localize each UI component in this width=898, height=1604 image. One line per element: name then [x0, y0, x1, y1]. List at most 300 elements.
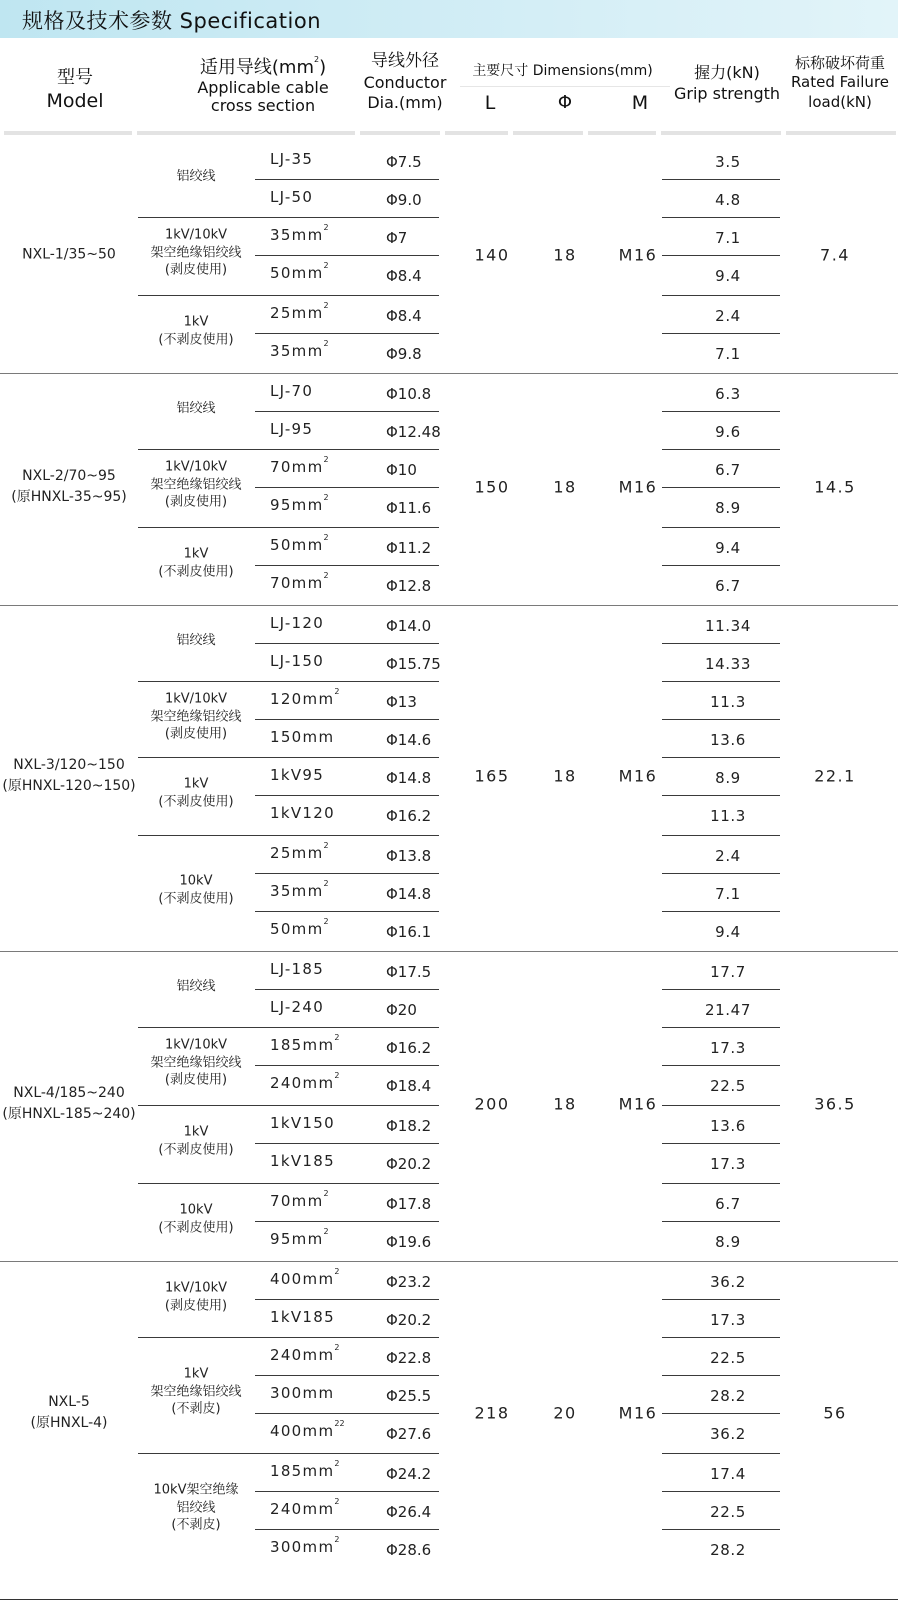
conductor-diameter: Φ12.8: [386, 577, 432, 595]
superscript-2: 2: [334, 1033, 340, 1042]
grip-strength: 9.6: [715, 423, 741, 441]
conductor-diameter: Φ19.6: [386, 1233, 432, 1251]
grip-divider: [662, 1413, 780, 1414]
dimension-phi: 18: [553, 766, 577, 786]
header-cable-en1: Applicable cable: [197, 77, 329, 97]
model-name: [2, 1083, 135, 1125]
conductor-spec-text: 35mm: [270, 342, 324, 360]
grip-strength: 6.7: [715, 577, 741, 595]
conductor-diameter: Φ10: [386, 461, 417, 479]
conductor-spec-text: 70mm: [270, 574, 324, 592]
row-divider: [255, 643, 439, 644]
conductor-type-line: (不剥皮使用): [158, 891, 234, 906]
grip-divider: [662, 1299, 780, 1300]
dimension-phi: 18: [553, 477, 577, 497]
rated-failure-load: 56: [823, 1403, 847, 1423]
conductor-diameter: Φ14.6: [386, 731, 432, 749]
conductor-spec: [270, 687, 340, 708]
conductor-spec: [270, 188, 313, 206]
conductor-diameter: Φ12.48: [386, 423, 441, 441]
conductor-diameter: Φ14.0: [386, 617, 432, 635]
grip-strength: 9.4: [715, 923, 741, 941]
model-name-line: (原HNXL-185~240): [2, 1106, 136, 1122]
superscript-2: 2: [334, 1267, 340, 1276]
conductor-type-line: 10kV: [179, 1202, 213, 1218]
superscript-2: 2: [323, 841, 329, 850]
header-underline: [4, 131, 132, 135]
section-separator: [0, 373, 898, 374]
conductor-type-line: (不剥皮使用): [158, 794, 234, 809]
row-divider: [138, 1027, 439, 1028]
conductor-spec: [270, 652, 324, 670]
superscript-2: 2: [323, 301, 329, 310]
conductor-type-line: (剥皮使用): [164, 1072, 228, 1088]
conductor-type-label: [158, 1201, 233, 1236]
conductor-diameter: Φ14.8: [386, 885, 432, 903]
conductor-type-line: (剥皮使用): [164, 726, 228, 742]
conductor-spec-text: 400mm: [270, 1270, 335, 1288]
dimension-phi: 18: [553, 1094, 577, 1114]
conductor-spec: [270, 150, 313, 168]
dimension-M: M16: [618, 1403, 658, 1423]
row-divider: [255, 989, 439, 990]
grip-divider: [662, 757, 780, 758]
conductor-spec-text: 1kV185: [270, 1152, 335, 1170]
grip-strength: 28.2: [710, 1541, 746, 1559]
grip-strength: 6.7: [715, 1195, 741, 1213]
grip-divider: [662, 411, 780, 412]
grip-strength: 6.7: [715, 461, 741, 479]
conductor-diameter: Φ9.8: [386, 345, 422, 363]
conductor-diameter: Φ16.2: [386, 1039, 432, 1057]
header-underline: [445, 131, 508, 135]
conductor-spec-text: 300mm: [270, 1538, 335, 1556]
row-divider: [255, 565, 439, 566]
header-cable-sup: 2: [313, 55, 320, 64]
conductor-spec: [270, 728, 334, 746]
conductor-spec-text: 300mm: [270, 1384, 335, 1402]
section-separator: [0, 1261, 898, 1262]
row-divider: [255, 179, 439, 180]
row-divider: [255, 1221, 439, 1222]
grip-strength: 11.3: [710, 807, 746, 825]
row-divider: [138, 1105, 439, 1106]
conductor-type-line: 1kV/10kV: [164, 691, 228, 707]
model-name-line: NXL-3/120~150: [13, 757, 125, 773]
grip-strength: 11.3: [710, 693, 746, 711]
row-divider: [138, 1453, 439, 1454]
grip-divider: [662, 217, 780, 218]
grip-strength: 7.1: [715, 229, 741, 247]
conductor-spec: [270, 493, 329, 514]
dimension-M: M16: [618, 477, 658, 497]
row-divider: [255, 1375, 439, 1376]
dimension-L: 140: [474, 245, 510, 265]
grip-divider: [662, 911, 780, 912]
superscript-2: 2: [323, 533, 329, 542]
grip-strength: 2.4: [715, 307, 741, 325]
conductor-type-line: (不剥皮): [171, 1401, 221, 1417]
header-failure-cn: 标称破坏荷重: [794, 54, 885, 72]
header-dia-en2: Dia.(mm): [367, 92, 443, 112]
conductor-diameter: Φ10.8: [386, 385, 432, 403]
conductor-type-line: (不剥皮使用): [158, 564, 234, 579]
header-L: L: [484, 92, 496, 114]
conductor-type-line: 1kV/10kV: [164, 1280, 228, 1296]
dimension-M: M16: [618, 766, 658, 786]
conductor-type-label: [150, 1037, 241, 1090]
model-name-line: NXL-4/185~240: [13, 1085, 125, 1101]
row-divider: [138, 681, 439, 682]
superscript-2: 2: [323, 917, 329, 926]
model-name: [2, 755, 135, 797]
conductor-type-line: 架空绝缘铝绞线: [150, 1384, 242, 1400]
conductor-diameter: Φ22.8: [386, 1349, 432, 1367]
superscript-2: 2: [323, 223, 329, 232]
grip-divider: [662, 1143, 780, 1144]
conductor-spec-text: 50mm: [270, 536, 324, 554]
superscript-2: 2: [323, 1227, 329, 1236]
header-cable-cn-text: 适用导线(mm: [199, 57, 314, 78]
conductor-spec: [270, 960, 324, 978]
grip-strength: 8.9: [715, 769, 741, 787]
conductor-type-line: 架空绝缘铝绞线: [150, 1055, 242, 1071]
superscript-2: 2: [323, 879, 329, 888]
conductor-diameter: Φ18.2: [386, 1117, 432, 1135]
row-divider: [255, 255, 439, 256]
conductor-spec-text: LJ-240: [270, 998, 325, 1016]
conductor-type-label: [176, 168, 215, 186]
conductor-type-line: 10kV: [179, 873, 213, 889]
conductor-diameter: Φ16.2: [386, 807, 432, 825]
grip-strength: 36.2: [710, 1425, 746, 1443]
conductor-type-line: (不剥皮使用): [158, 1142, 234, 1157]
conductor-type-line: (剥皮使用): [164, 494, 228, 510]
conductor-diameter: Φ7: [386, 229, 408, 247]
header-cable-cn-end: ): [319, 57, 327, 78]
conductor-spec-text: 1kV95: [270, 766, 325, 784]
conductor-spec: [270, 382, 313, 400]
conductor-spec: [270, 420, 313, 438]
header-failure-en2: load(kN): [808, 92, 872, 111]
row-divider: [138, 757, 439, 758]
grip-strength: 7.1: [715, 885, 741, 903]
grip-strength: 13.6: [710, 731, 746, 749]
row-divider: [138, 527, 439, 528]
superscript-2: 2: [323, 493, 329, 502]
conductor-diameter: Φ18.4: [386, 1077, 432, 1095]
conductor-type-line: (不剥皮): [171, 1517, 221, 1533]
conductor-diameter: Φ13.8: [386, 847, 432, 865]
row-divider: [138, 449, 439, 450]
conductor-spec: [270, 1071, 340, 1092]
conductor-spec: [270, 1384, 334, 1402]
row-divider: [255, 411, 439, 412]
row-divider: [138, 1183, 439, 1184]
header-underline: [513, 131, 583, 135]
conductor-spec-text: LJ-70: [270, 382, 314, 400]
grip-divider: [662, 795, 780, 796]
grip-divider: [662, 681, 780, 682]
model-name: [30, 1392, 107, 1434]
conductor-type-label: [158, 872, 233, 907]
grip-divider: [662, 1529, 780, 1530]
grip-strength: 4.8: [715, 191, 741, 209]
grip-divider: [662, 1221, 780, 1222]
conductor-spec-text: 25mm: [270, 304, 324, 322]
conductor-spec-text: 35mm: [270, 882, 324, 900]
conductor-diameter: Φ28.6: [386, 1541, 432, 1559]
conductor-spec-text: 150mm: [270, 728, 335, 746]
dimension-phi: 20: [553, 1403, 577, 1423]
conductor-type-line: 1kV: [183, 1124, 209, 1140]
dimension-L: 200: [474, 1094, 510, 1114]
conductor-diameter: Φ9.0: [386, 191, 422, 209]
conductor-spec-text: 120mm: [270, 690, 335, 708]
conductor-type-label: [154, 1482, 239, 1535]
conductor-type-label: [165, 1279, 227, 1314]
grip-strength: 22.5: [710, 1077, 746, 1095]
conductor-type-line: 架空绝缘铝绞线: [150, 477, 242, 493]
superscript-2: 2: [323, 261, 329, 270]
grip-divider: [662, 1491, 780, 1492]
conductor-spec-text: 1kV185: [270, 1308, 335, 1326]
conductor-type-line: (不剥皮使用): [158, 1220, 234, 1235]
conductor-spec-text: 185mm: [270, 1462, 335, 1480]
conductor-spec-text: 1kV120: [270, 804, 335, 822]
model-name-line: (原HNXL-35~95): [11, 489, 127, 505]
header-underline: [137, 131, 355, 135]
conductor-spec: [270, 1267, 340, 1288]
conductor-type-label: [176, 400, 215, 418]
conductor-diameter: Φ13: [386, 693, 417, 711]
conductor-spec-text: 95mm: [270, 1230, 324, 1248]
grip-strength: 2.4: [715, 847, 741, 865]
grip-divider: [662, 643, 780, 644]
grip-divider: [662, 1375, 780, 1376]
conductor-spec: [270, 339, 329, 360]
header-grip: [672, 64, 782, 104]
page-title: 规格及技术参数 Specification: [22, 9, 322, 33]
grip-strength: 11.34: [705, 617, 751, 635]
conductor-spec: [270, 1189, 329, 1210]
conductor-spec: [270, 533, 329, 554]
grip-divider: [662, 989, 780, 990]
conductor-diameter: Φ8.4: [386, 267, 422, 285]
conductor-spec: [270, 804, 335, 822]
grip-divider: [662, 295, 780, 296]
conductor-diameter: Φ17.8: [386, 1195, 432, 1213]
conductor-spec-text: LJ-120: [270, 614, 325, 632]
conductor-type-line: 1kV/10kV: [164, 459, 228, 475]
conductor-spec: [270, 1497, 340, 1518]
model-name: [22, 245, 116, 266]
conductor-spec-text: 70mm: [270, 458, 324, 476]
conductor-spec: [270, 261, 329, 282]
conductor-diameter: Φ23.2: [386, 1273, 432, 1291]
header-dimensions-rule: [460, 86, 670, 87]
conductor-spec: [270, 1033, 340, 1054]
row-divider: [255, 487, 439, 488]
conductor-type-label: [158, 775, 233, 810]
conductor-diameter: Φ26.4: [386, 1503, 432, 1521]
header-cable-cn: [178, 55, 348, 79]
dimension-phi: 18: [553, 245, 577, 265]
conductor-spec: [270, 1419, 345, 1440]
conductor-type-line: 铝绞线: [176, 401, 216, 417]
conductor-type-line: (剥皮使用): [164, 262, 228, 278]
conductor-type-label: [158, 545, 233, 580]
grip-strength: 21.47: [705, 1001, 751, 1019]
conductor-spec-text: 70mm: [270, 1192, 324, 1210]
dimension-M: M16: [618, 1094, 658, 1114]
superscript-2: 2: [334, 1497, 340, 1506]
row-divider: [255, 1299, 439, 1300]
grip-strength: 17.3: [710, 1311, 746, 1329]
grip-divider: [662, 487, 780, 488]
grip-strength: 8.9: [715, 499, 741, 517]
conductor-spec: [270, 766, 324, 784]
conductor-type-label: [150, 691, 241, 744]
header-underline: [360, 131, 440, 135]
conductor-diameter: Φ15.75: [386, 655, 441, 673]
conductor-spec: [270, 455, 329, 476]
conductor-type-line: 架空绝缘铝绞线: [150, 245, 242, 261]
conductor-diameter: Φ16.1: [386, 923, 432, 941]
conductor-type-line: 铝绞线: [176, 633, 216, 649]
table-bottom-border: [0, 1599, 898, 1600]
header-grip-en: Grip strength: [673, 84, 781, 104]
conductor-spec: [270, 614, 324, 632]
conductor-spec-text: 35mm: [270, 226, 324, 244]
superscript-2: 2: [334, 1459, 340, 1468]
grip-divider: [662, 527, 780, 528]
grip-divider: [662, 873, 780, 874]
model-name-line: NXL-1/35~50: [22, 246, 116, 263]
header-failure-en1: Rated Failure: [790, 73, 890, 92]
grip-divider: [662, 1453, 780, 1454]
header-underline: [786, 131, 896, 135]
conductor-spec: [270, 1343, 340, 1364]
dimension-L: 165: [474, 766, 510, 786]
row-divider: [255, 1413, 439, 1414]
grip-divider: [662, 1337, 780, 1338]
grip-strength: 17.7: [710, 963, 746, 981]
conductor-diameter: Φ24.2: [386, 1465, 432, 1483]
grip-divider: [662, 1105, 780, 1106]
conductor-type-line: 铝绞线: [176, 169, 216, 185]
conductor-diameter: Φ11.6: [386, 499, 432, 517]
model-name-line: (原HNXL-4): [30, 1415, 108, 1431]
grip-strength: 14.33: [705, 655, 751, 673]
conductor-spec: [270, 1152, 335, 1170]
grip-strength: 17.3: [710, 1155, 746, 1173]
conductor-spec: [270, 1535, 340, 1556]
conductor-spec: [270, 301, 329, 322]
grip-divider: [662, 1183, 780, 1184]
conductor-diameter: Φ20: [386, 1001, 417, 1019]
conductor-spec: [270, 879, 329, 900]
conductor-diameter: Φ25.5: [386, 1387, 432, 1405]
conductor-spec: [270, 223, 329, 244]
conductor-spec: [270, 571, 329, 592]
header-M: M: [631, 92, 649, 114]
row-divider: [138, 1337, 439, 1338]
model-name-line: NXL-5: [48, 1394, 90, 1410]
grip-strength: 9.4: [715, 539, 741, 557]
grip-strength: 17.4: [710, 1465, 746, 1483]
row-divider: [255, 333, 439, 334]
superscript-2: 2: [323, 455, 329, 464]
superscript-2: 2: [334, 1071, 340, 1080]
grip-divider: [662, 179, 780, 180]
conductor-spec: [270, 841, 329, 862]
grip-strength: 6.3: [715, 385, 741, 403]
row-divider: [255, 1529, 439, 1530]
row-divider: [255, 719, 439, 720]
header-model-en: Model: [46, 89, 104, 112]
header-dimensions: 主要尺寸 Dimensions(mm): [472, 63, 653, 79]
dimension-L: 218: [474, 1403, 510, 1423]
conductor-type-label: [150, 459, 241, 512]
conductor-spec-text: 240mm: [270, 1074, 335, 1092]
conductor-spec-text: 240mm: [270, 1346, 335, 1364]
header-dia: [355, 52, 455, 112]
header-model-cn: 型号: [57, 67, 93, 88]
conductor-spec: [270, 1459, 340, 1480]
conductor-type-label: [176, 978, 215, 996]
conductor-type-line: 1kV: [183, 1366, 209, 1382]
header-failure: [784, 55, 896, 111]
conductor-spec-text: LJ-95: [270, 420, 314, 438]
grip-divider: [662, 333, 780, 334]
superscript-2: 2: [323, 339, 329, 348]
conductor-type-line: 1kV/10kV: [164, 227, 228, 243]
grip-divider: [662, 1027, 780, 1028]
conductor-diameter: Φ20.2: [386, 1311, 432, 1329]
row-divider: [255, 795, 439, 796]
header-underline: [661, 131, 781, 135]
superscript-2: 22: [334, 1419, 345, 1428]
conductor-spec-text: LJ-150: [270, 652, 325, 670]
conductor-diameter: Φ14.8: [386, 769, 432, 787]
rated-failure-load: 14.5: [814, 477, 856, 497]
section-separator: [0, 951, 898, 952]
dimension-L: 150: [474, 477, 510, 497]
grip-strength: 3.5: [715, 153, 741, 171]
row-divider: [255, 911, 439, 912]
header-underline: [588, 131, 656, 135]
row-divider: [255, 1491, 439, 1492]
header-phi: Φ: [557, 92, 573, 113]
conductor-type-line: 1kV: [183, 776, 209, 792]
header-grip-cn: 握力(kN): [694, 63, 760, 82]
header-cable-en2: cross section: [210, 96, 316, 116]
conductor-type-label: [158, 313, 233, 348]
superscript-2: 2: [334, 1535, 340, 1544]
conductor-diameter: Φ8.4: [386, 307, 422, 325]
row-divider: [138, 217, 439, 218]
superscript-2: 2: [323, 1189, 329, 1198]
title-bar: [0, 0, 898, 38]
conductor-spec-text: 95mm: [270, 496, 324, 514]
conductor-diameter: Φ11.2: [386, 539, 432, 557]
grip-strength: 22.5: [710, 1349, 746, 1367]
conductor-type-line: 铝绞线: [176, 979, 216, 995]
header-dia-en1: Conductor: [363, 72, 447, 92]
grip-divider: [662, 255, 780, 256]
conductor-spec-text: 1kV150: [270, 1114, 335, 1132]
